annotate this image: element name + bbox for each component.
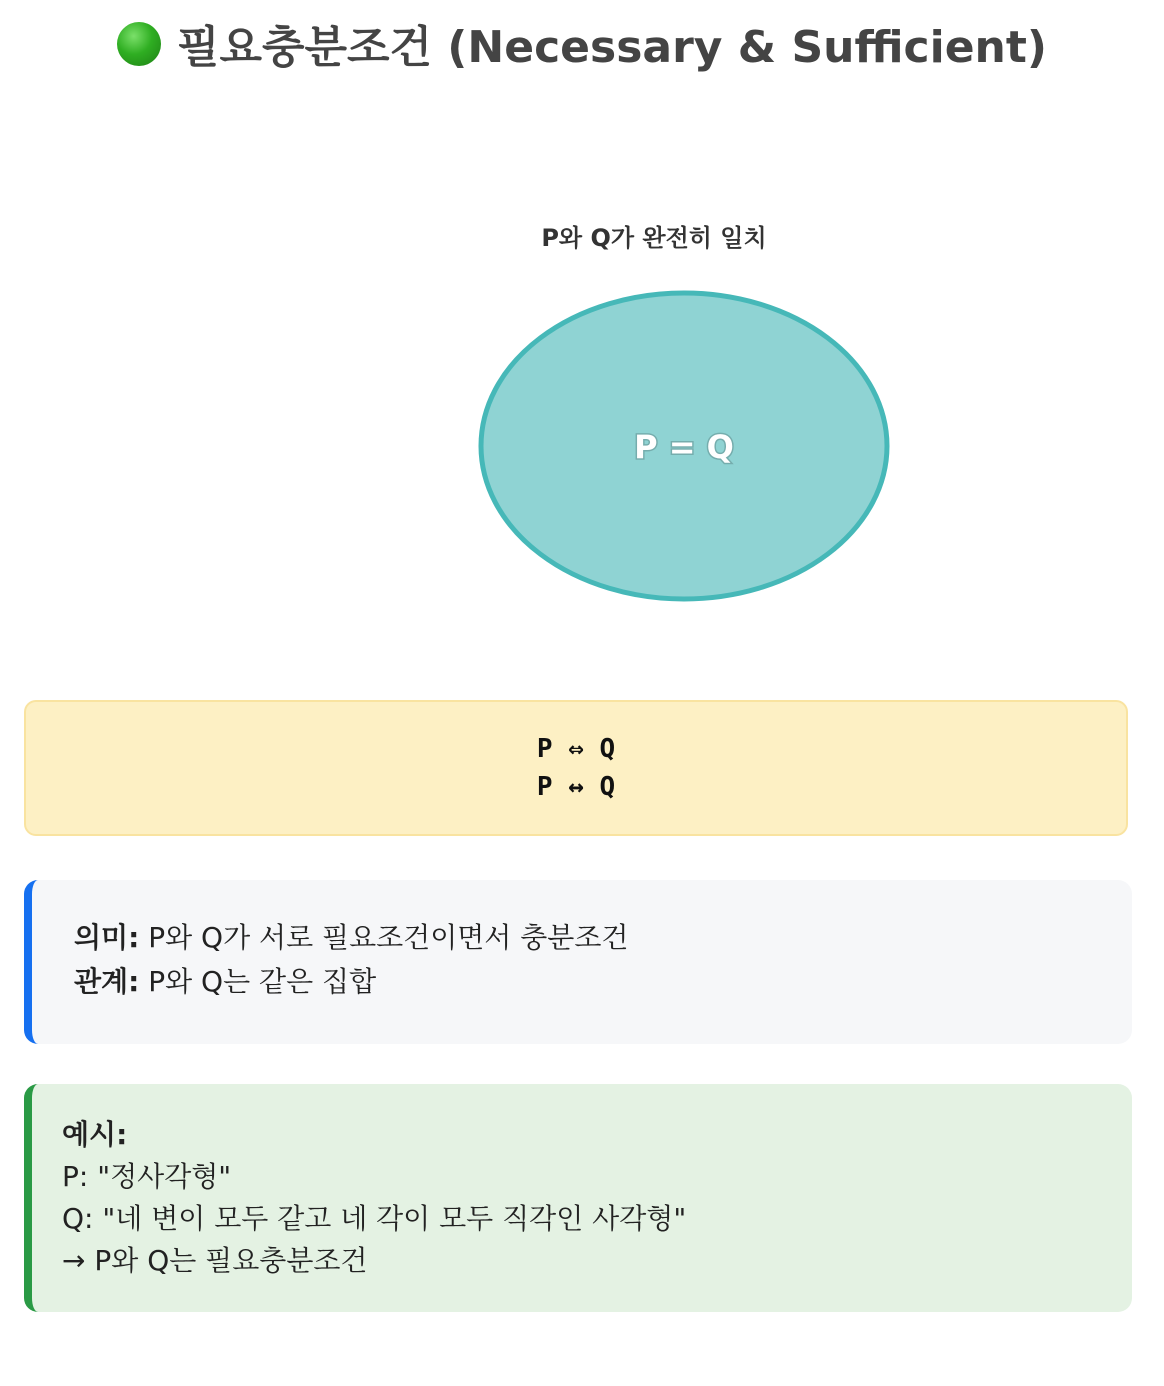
- meaning-key: 의미:: [74, 921, 140, 954]
- page-title: [0, 18, 1164, 78]
- venn-set-label: P = Q: [634, 428, 734, 466]
- example-box: [24, 1084, 1132, 1312]
- relation-value: P와 Q는 같은 집합: [139, 965, 377, 998]
- meaning-value: P와 Q가 서로 필요조건이면서 충분조건: [139, 921, 629, 954]
- meaning-row: [74, 916, 1132, 960]
- notation-box: [24, 700, 1128, 836]
- example-p-line: P: "정사각형": [62, 1160, 232, 1193]
- relation-row: [74, 960, 1132, 1004]
- green-circle-icon: [117, 22, 161, 66]
- notation-biconditional-single: P ↔ Q: [536, 772, 616, 802]
- relation-key: 관계:: [74, 965, 140, 998]
- venn-diagram-svg: [0, 200, 1164, 640]
- notation-biconditional-double: P ⇔ Q: [536, 734, 616, 764]
- venn-diagram: [0, 200, 1164, 640]
- example-heading: 예시:: [62, 1118, 128, 1151]
- page-title-text: 필요충분조건 (Necessary & Sufficient): [176, 22, 1048, 73]
- example-q-line: Q: "네 변이 모두 같고 네 각이 모두 직각인 사각형": [62, 1202, 687, 1235]
- meaning-box: [24, 880, 1132, 1044]
- venn-caption: P와 Q가 완전히 일치: [541, 224, 767, 252]
- example-conclusion-line: → P와 Q는 필요충분조건: [62, 1244, 368, 1277]
